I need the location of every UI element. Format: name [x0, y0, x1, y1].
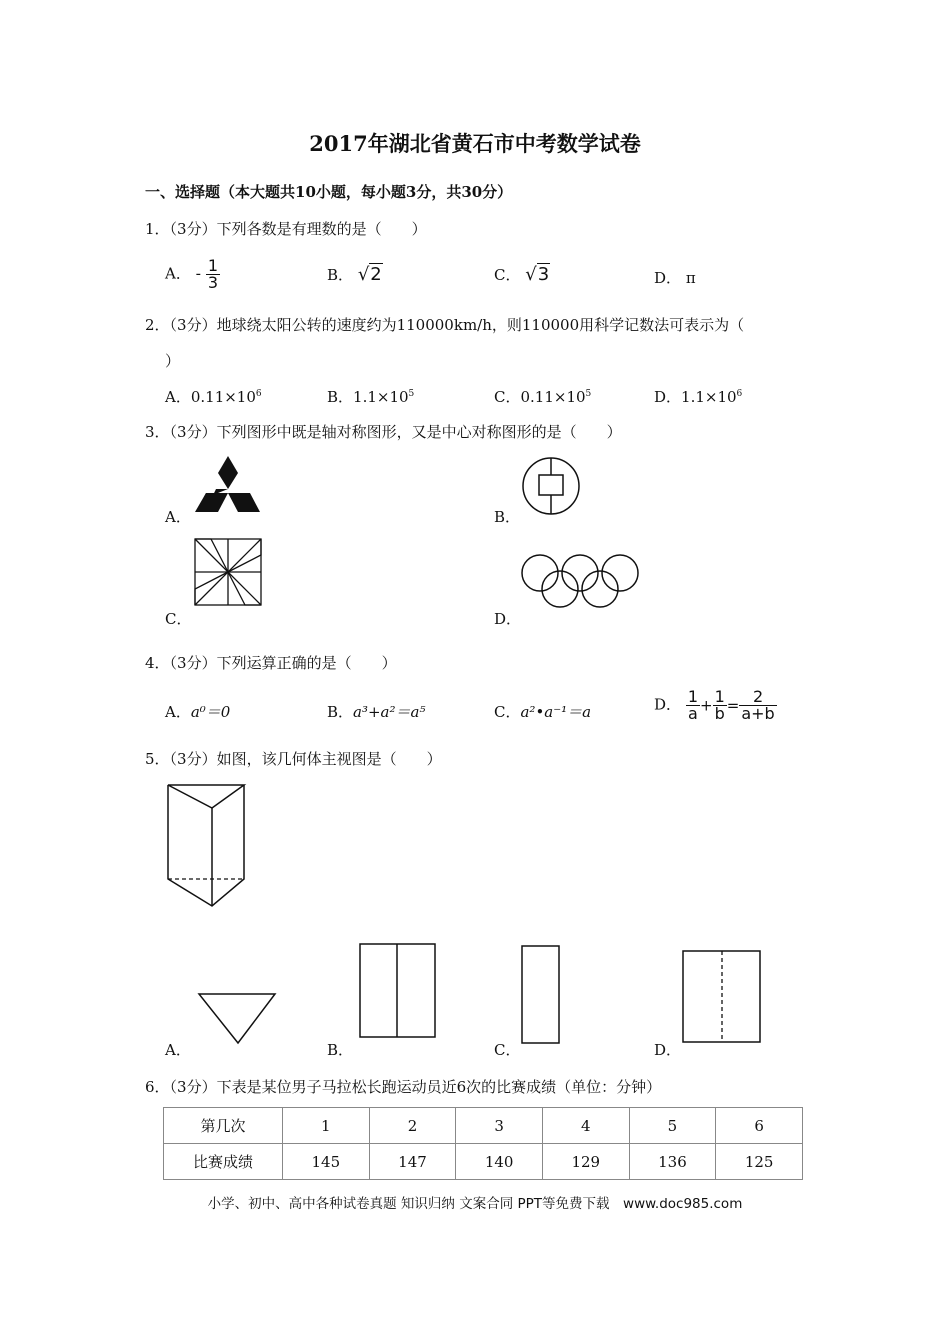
q3-option-a-label: A． [165, 508, 191, 526]
question-2-text-cont: ） [165, 352, 181, 370]
page-title: 2017年湖北省黄石市中考数学试卷 [309, 131, 641, 156]
table-header-cell: 第几次 [164, 1108, 283, 1144]
q3-option-b-label: B． [494, 508, 521, 526]
radicand: 3 [537, 264, 550, 285]
q4-a-expression: a⁰＝0 [190, 703, 231, 721]
question-4-text: 4．（3分）下列运算正确的是（ ） [145, 654, 397, 672]
question-5-text: 5．（3分）如图，该几何体主视图是（ ） [145, 750, 442, 768]
option-label: D． [654, 388, 682, 406]
table-row [164, 1108, 803, 1144]
q5-option-b-label: B． [327, 1041, 354, 1059]
table-cell: 1 [283, 1108, 370, 1144]
q5-option-c-label: C． [494, 1041, 521, 1059]
fraction-denominator: b [714, 704, 725, 723]
fraction-denominator: 3 [207, 273, 219, 292]
table-cell: 140 [456, 1144, 543, 1180]
option-label: A． [165, 703, 191, 721]
table-cell: 145 [283, 1144, 370, 1180]
q4-option-d [654, 689, 777, 722]
page-footer: 小学、初中、高中各种试卷真题 知识归纳 文案合同 PPT等免费下载 www.doc985.com [207, 1196, 743, 1212]
fraction-1-over-b [713, 689, 727, 722]
olympic-rings-figure [520, 553, 642, 609]
q2-d-base: 1.1×10 [681, 388, 737, 406]
q3-option-d-label: D． [494, 610, 522, 628]
q2-c-exponent: 5 [585, 389, 592, 399]
pi-value: π [685, 269, 696, 287]
option-label: A． [165, 388, 191, 406]
q2-option-c [494, 386, 591, 407]
option-label: B． [327, 266, 354, 284]
table-cell: 125 [716, 1144, 803, 1180]
q2-b-exponent: 5 [408, 389, 415, 399]
q4-option-c [494, 701, 591, 722]
table-row [164, 1144, 803, 1180]
rectangle-split-solid-figure [359, 943, 437, 1039]
table-cell: 5 [629, 1108, 716, 1144]
fraction-2-over-a-plus-b [739, 689, 776, 722]
q4-b-expression: a³+a²＝a⁵ [353, 703, 426, 721]
race-results-table [163, 1107, 803, 1180]
narrow-rectangle-figure [521, 945, 561, 1045]
q2-a-base: 0.11×10 [190, 388, 256, 406]
fraction-denominator: a+b [741, 704, 775, 723]
option-label: C． [494, 266, 521, 284]
sqrt-2: √2 [357, 264, 382, 285]
q2-option-a [165, 386, 262, 407]
coin-circle-square-figure [520, 455, 582, 517]
q1-option-c [494, 264, 550, 285]
q2-a-exponent: 6 [255, 389, 262, 399]
table-cell: 136 [629, 1144, 716, 1180]
option-label: B． [327, 388, 354, 406]
q3-option-c-label: C． [165, 610, 192, 628]
q1-a-fraction [206, 258, 220, 291]
option-label: A． [165, 264, 191, 283]
three-diamond-logo-figure [194, 455, 262, 515]
q1-a-sign: - [195, 264, 202, 283]
q4-option-a [165, 701, 230, 722]
table-cell: 129 [542, 1144, 629, 1180]
fraction-numerator: 1 [714, 687, 725, 706]
q2-c-base: 0.11×10 [520, 388, 586, 406]
table-cell: 2 [369, 1108, 456, 1144]
table-header-cell: 比赛成绩 [164, 1144, 283, 1180]
fraction-numerator: 1 [687, 687, 698, 706]
q1-option-b [327, 264, 383, 285]
table-cell: 3 [456, 1108, 543, 1144]
table-cell: 147 [369, 1144, 456, 1180]
option-label: C． [494, 388, 521, 406]
table-cell: 6 [716, 1108, 803, 1144]
section-heading: 一、选择题（本大题共10小题，每小题3分，共30分） [145, 183, 513, 201]
question-6-text: 6．（3分）下表是某位男子马拉松长跑运动员近6次的比赛成绩（单位：分钟） [145, 1078, 662, 1096]
q2-option-b [327, 386, 414, 407]
pinwheel-figure [194, 538, 262, 606]
q5-option-d-label: D． [654, 1041, 682, 1059]
q5-option-a-label: A． [165, 1041, 191, 1059]
sqrt-3: √3 [525, 264, 550, 285]
plus-sign: + [700, 696, 713, 715]
question-2-text: 2．（3分）地球绕太阳公转的速度约为110000km/h，则110000用科学记数法可表示为（ [145, 316, 745, 334]
option-label: D． [654, 695, 682, 714]
fraction-numerator: 1 [207, 256, 219, 275]
rectangle-split-dashed-figure [682, 950, 762, 1044]
question-3-text: 3．（3分）下列图形中既是轴对称图形，又是中心对称图形的是（ ） [145, 423, 622, 441]
option-label: C． [494, 703, 521, 721]
fraction-1-over-a [686, 689, 700, 722]
fraction-numerator: 2 [739, 689, 776, 706]
inverted-triangle-figure [198, 993, 276, 1045]
triangular-prism-figure [166, 784, 248, 908]
q4-option-b [327, 701, 425, 722]
q1-option-a [165, 258, 220, 291]
q1-option-d [654, 267, 696, 288]
equals-sign: = [726, 696, 740, 715]
q4-c-expression: a²•a⁻¹＝a [520, 703, 592, 721]
radicand: 2 [370, 264, 382, 285]
table-cell: 4 [542, 1108, 629, 1144]
q2-b-base: 1.1×10 [353, 388, 409, 406]
fraction-denominator: a [688, 704, 698, 723]
question-1-text: 1．（3分）下列各数是有理数的是（ ） [145, 220, 427, 238]
option-label: B． [327, 703, 354, 721]
q2-option-d [654, 386, 742, 407]
q2-d-exponent: 6 [736, 389, 743, 399]
option-label: D． [654, 269, 682, 287]
